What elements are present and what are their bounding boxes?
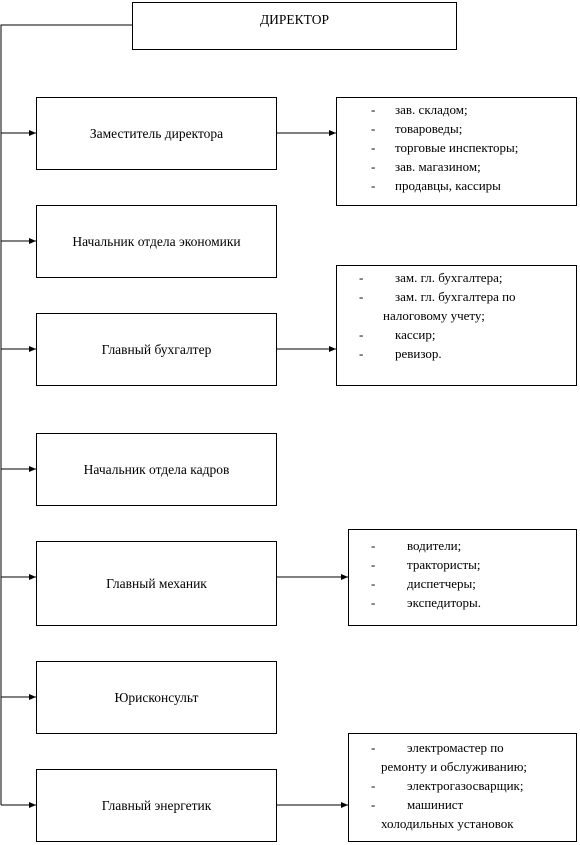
subordinate-item xyxy=(349,776,576,795)
subordinate-text: холодильных установок xyxy=(381,816,514,831)
list-dash: - xyxy=(359,346,364,361)
list-dash: - xyxy=(371,178,376,193)
subordinate-item xyxy=(337,100,576,119)
subordinate-text: товароведы; xyxy=(395,121,463,136)
subordinate-text: трактористы; xyxy=(407,557,481,572)
subordinates-box-chief-mechanic xyxy=(348,529,577,626)
subordinate-item xyxy=(337,157,576,176)
subordinate-text: торговые инспекторы; xyxy=(395,140,519,155)
subordinate-text: продавцы, кассиры xyxy=(395,178,501,193)
position-label: Главный энергетик xyxy=(101,797,212,813)
list-dash: - xyxy=(371,121,376,136)
subordinates-box-chief-accountant xyxy=(336,265,577,386)
subordinate-text: зам. гл. бухгалтера по xyxy=(395,289,516,304)
list-dash: - xyxy=(371,159,376,174)
subordinate-item xyxy=(349,738,576,757)
subordinate-item xyxy=(337,325,576,344)
subordinate-item xyxy=(349,555,576,574)
list-dash: - xyxy=(371,140,376,155)
list-dash: - xyxy=(371,595,376,610)
subordinate-item xyxy=(337,176,576,195)
subordinate-item xyxy=(349,536,576,555)
list-dash: - xyxy=(371,538,376,553)
position-label: Главный механик xyxy=(106,575,207,591)
subordinate-item xyxy=(349,593,576,612)
list-dash: - xyxy=(371,576,376,591)
list-dash: - xyxy=(371,557,376,572)
subordinate-text: экспедиторы. xyxy=(407,595,481,610)
subordinate-item xyxy=(337,268,576,287)
position-box-deputy-director xyxy=(36,97,277,170)
list-dash: - xyxy=(371,740,376,755)
subordinate-text: электрогазосварщик; xyxy=(407,778,524,793)
position-box-chief-accountant xyxy=(36,313,277,386)
subordinate-text: зав. магазином; xyxy=(395,159,481,174)
subordinate-text: кассир; xyxy=(395,327,436,342)
director-box xyxy=(132,2,457,50)
position-box-chief-mechanic xyxy=(36,541,277,626)
subordinate-item xyxy=(349,757,576,776)
subordinate-item xyxy=(337,287,576,306)
subordinate-item xyxy=(349,814,576,833)
list-dash: - xyxy=(359,270,364,285)
list-dash: - xyxy=(359,289,364,304)
subordinate-text: ремонту и обслуживанию; xyxy=(381,759,528,774)
subordinate-text: электромастер по xyxy=(407,740,504,755)
subordinates-box-chief-power-engineer xyxy=(348,733,577,842)
position-label: Начальник отдела кадров xyxy=(83,461,230,477)
subordinate-item xyxy=(337,119,576,138)
list-dash: - xyxy=(371,778,376,793)
subordinates-box-deputy-director xyxy=(336,97,577,206)
subordinate-text: зав. складом; xyxy=(395,102,468,117)
position-label: Юрисконсульт xyxy=(114,689,199,705)
position-box-economics-head xyxy=(36,205,277,278)
subordinate-item xyxy=(349,574,576,593)
director-label: ДИРЕКТОР xyxy=(259,12,330,27)
list-dash: - xyxy=(371,797,376,812)
list-dash: - xyxy=(371,102,376,117)
subordinate-text: машинист xyxy=(407,797,464,812)
subordinate-item xyxy=(349,795,576,814)
subordinate-item xyxy=(337,344,576,363)
subordinate-item xyxy=(337,306,576,325)
subordinate-text: зам. гл. бухгалтера; xyxy=(395,270,503,285)
position-box-hr-head xyxy=(36,433,277,506)
position-label: Главный бухгалтер xyxy=(101,341,212,357)
list-dash: - xyxy=(359,327,364,342)
position-label: Начальник отдела экономики xyxy=(72,233,241,249)
position-box-legal-adviser xyxy=(36,661,277,734)
subordinate-text: водители; xyxy=(407,538,462,553)
position-box-chief-power-engineer xyxy=(36,769,277,842)
position-label: Заместитель директора xyxy=(89,125,224,141)
subordinate-text: налоговому учету; xyxy=(383,308,485,323)
subordinate-text: ревизор. xyxy=(395,346,442,361)
subordinate-item xyxy=(337,138,576,157)
subordinate-text: диспетчеры; xyxy=(407,576,476,591)
